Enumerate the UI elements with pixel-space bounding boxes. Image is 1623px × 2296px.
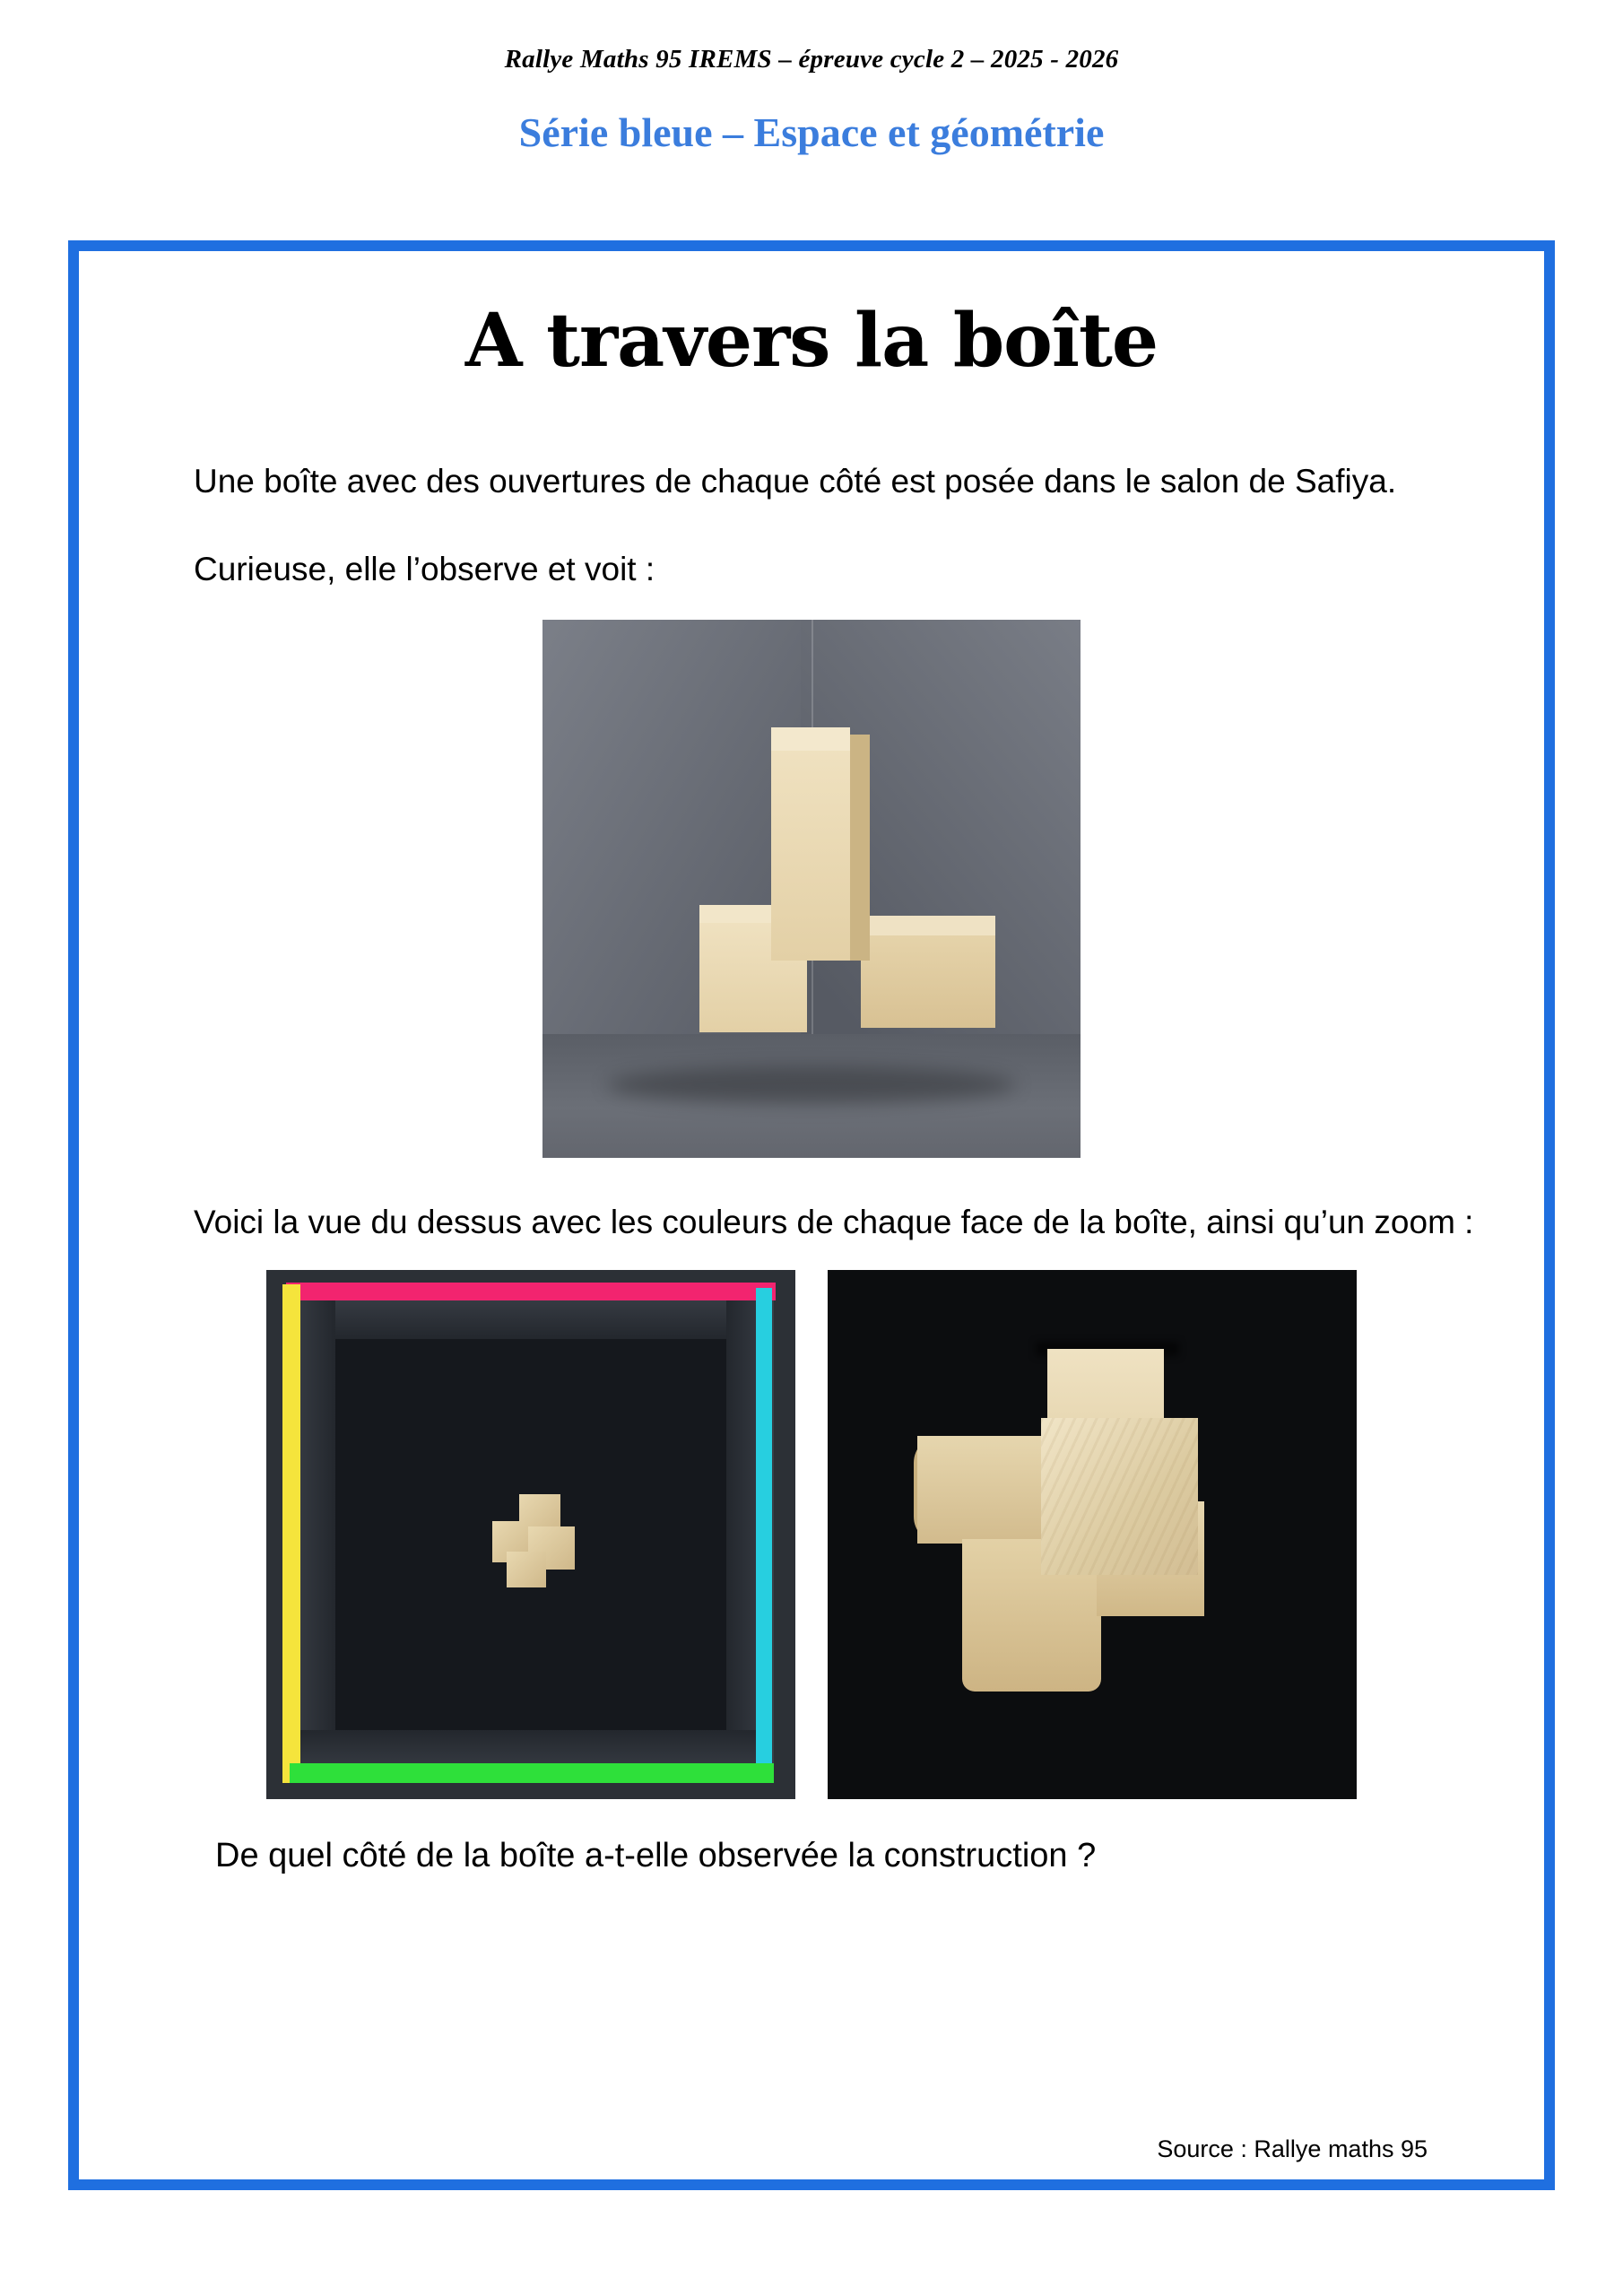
figure-construction-wrapper [133,620,1490,1162]
box-block-4 [507,1552,546,1587]
photo-shadow [607,1066,1016,1104]
series-title: Série bleue – Espace et géométrie [518,109,1105,155]
box-edge-yellow [282,1284,300,1783]
paragraph-intro: Une boîte avec des ouvertures de chaque côté est posée dans le salon de Safiya. [194,463,1397,500]
wood-beam-right [861,929,995,1028]
exercise-frame [68,240,1555,2190]
zoom-wood-grain [1041,1418,1198,1575]
figure-row [133,1270,1490,1799]
wood-tower-top [771,727,850,751]
document-header: Rallye Maths 95 IREMS – épreuve cycle 2 – 2025 - 2026 [504,45,1119,74]
box-edge-pink [286,1283,776,1300]
box-edge-green [290,1763,774,1783]
photo-construction [542,620,1081,1158]
photo-box-top-view [266,1270,795,1799]
wood-tower-side [850,735,870,961]
exercise-title: A travers la boîte [464,298,1159,384]
wood-beam-right-top [861,916,995,935]
exercise-question: De quel côté de la boîte a-t-elle observée la construction ? [215,1836,1097,1874]
zoom-block-left [917,1436,1052,1544]
photo-zoom [828,1270,1357,1799]
source-label: Source : Rallye maths 95 [1157,2135,1428,2162]
paragraph-top-view: Voici la vue du dessus avec les couleurs de chaque face de la boîte, ainsi qu’un zoom : [194,1204,1474,1241]
wood-tower [771,736,850,961]
box-blocks-group [492,1494,591,1593]
box-edge-cyan [756,1288,772,1772]
paragraph-observation: Curieuse, elle l’observe et voit : [194,550,655,587]
